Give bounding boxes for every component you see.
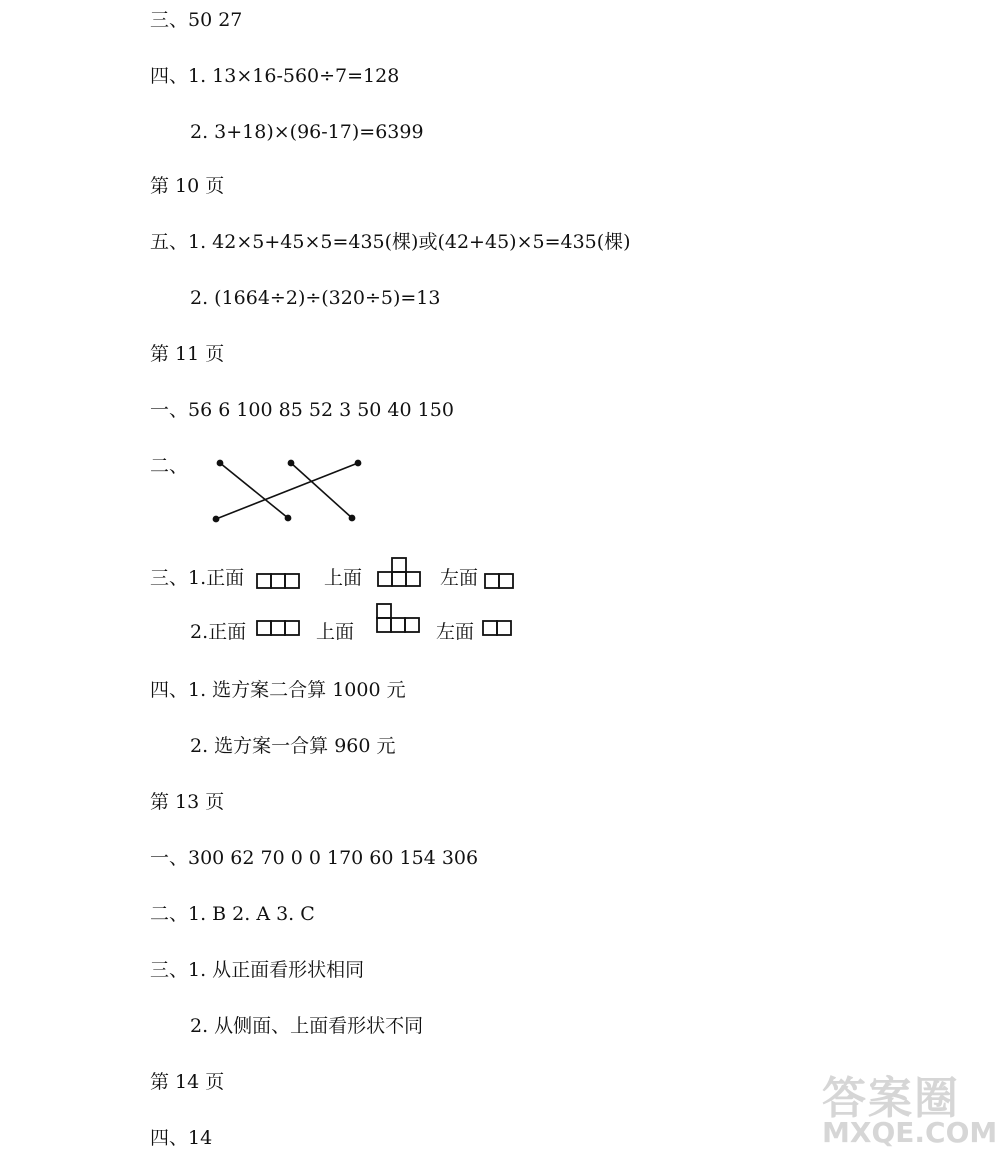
match-line [291, 463, 352, 518]
match-point [349, 515, 354, 520]
page-heading: 第 14 页 [150, 1071, 225, 1093]
answer-line: 三、1. 从正面看形状相同 [150, 959, 365, 981]
answer-line: 二、 [150, 455, 189, 477]
page-heading: 第 13 页 [150, 791, 225, 813]
match-point [288, 460, 293, 465]
answer-line: 五、1. 42×5+45×5=435(棵)或(42+45)×5=435(棵) [150, 231, 631, 253]
answer-line: 四、1. 选方案二合算 1000 元 [150, 679, 406, 701]
match-point [213, 516, 218, 521]
match-point [285, 515, 290, 520]
front-view-shape [256, 571, 306, 591]
views-label-left: 左面 [440, 567, 479, 589]
views-label-front: 三、1.正面 [150, 567, 245, 589]
top-view-shape [377, 556, 427, 592]
watermark-site: MXQE.COM [822, 1116, 998, 1149]
views-label-left: 左面 [436, 621, 475, 643]
answer-line: 一、56 6 100 85 52 3 50 40 150 [150, 399, 454, 421]
answer-line: 二、1. B 2. A 3. C [150, 903, 315, 925]
left-view-shape [484, 571, 524, 591]
watermark-brand: 答案圈 [822, 1073, 960, 1124]
match-line [220, 463, 288, 518]
answer-line: 2. 3+18)×(96-17)=6399 [190, 121, 424, 143]
top-view-shape [376, 602, 436, 638]
answer-line: 四、14 [150, 1127, 213, 1149]
page-heading: 第 10 页 [150, 175, 225, 197]
answer-line: 2. 选方案一合算 960 元 [190, 735, 396, 757]
page-heading: 第 11 页 [150, 343, 225, 365]
left-view-shape [482, 618, 522, 638]
answer-line: 2. (1664÷2)÷(320÷5)=13 [190, 287, 441, 309]
answer-line: 四、1. 13×16-560÷7=128 [150, 65, 400, 87]
front-view-shape [256, 618, 306, 638]
match-point [355, 460, 360, 465]
match-line [216, 463, 358, 519]
views-label-top: 上面 [324, 567, 363, 589]
answer-line: 一、300 62 70 0 0 170 60 154 306 [150, 847, 479, 869]
answer-line: 2. 从侧面、上面看形状不同 [190, 1015, 424, 1037]
match-point [217, 460, 222, 465]
answer-line: 三、50 27 [150, 9, 243, 31]
views-label-front: 2.正面 [190, 621, 247, 643]
views-label-top: 上面 [316, 621, 355, 643]
